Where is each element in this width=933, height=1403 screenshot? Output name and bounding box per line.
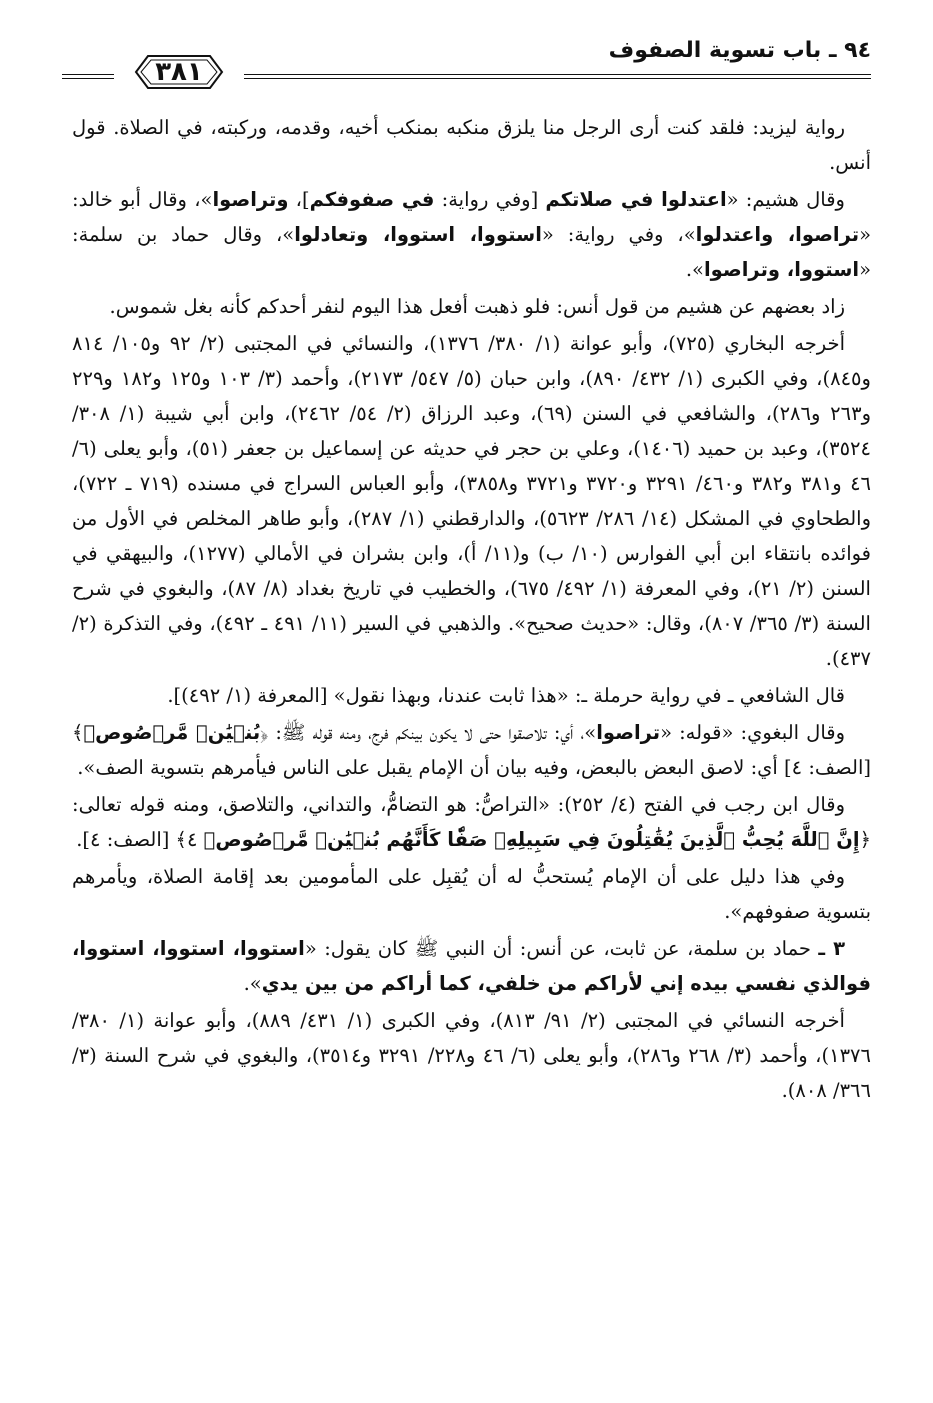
paragraph-5: [72, 678, 871, 713]
paragraph-7: [72, 787, 871, 857]
text-run: ».: [243, 972, 262, 995]
quran-run: إِنَّ ٱللَّهَ يُحِبُّ ٱلَّذِينَ يُقَٰتِلُونَ فِي سَبِيلِهِۦ صَفّٗا كَأَنَّهُم بُنۡيَٰنٞ مَّرۡصُوصٞ: [203, 828, 860, 851]
text-run: »، وفي رواية: «: [541, 223, 696, 246]
page-number-ornament: [114, 50, 244, 94]
paragraph-2: [72, 182, 871, 287]
page-body: [72, 110, 871, 1110]
bold-run: وتراصوا: [212, 188, 289, 211]
text-run: »، وقال أبو خالد: «: [72, 188, 872, 246]
bold-run: استووا، استووا، استووا، فوالذي نفسي بيده إني لأراكم من خلفي، كما أراكم من بين يدي: [72, 937, 871, 995]
paragraph-4-takhrij: [72, 326, 871, 676]
text-run: ﴾ [الصف: ٤] أي: لاصق البعض بالبعض، وفيه بيان أن الإمام يقبل على الناس فيأمرهم بتسوية الصف».: [72, 721, 871, 779]
paragraph-6: [72, 715, 871, 785]
text-run: »، أي: تلاصقوا حتى لا يكون بينكم فرج، ومنه قوله ﷺ: ﴿: [260, 721, 597, 744]
text-run: حماد بن سلمة، عن ثابت، عن أنس: أن النبي ﷺ كان يقول: «: [304, 937, 819, 960]
text-run: وقال البغوي: «قوله: «: [660, 721, 845, 744]
text-run: ]،: [288, 188, 310, 211]
paragraph-text: أخرجه البخاري (٧٢٥)، وأبو عوانة (١/ ٣٨٠/ ١٣٧٦)، والنسائي في المجتبى (٢/ ٩٢ و١٠٥/ ٨١٤ و٨٤٥)، وفي الكبرى (١/ ٤٣٢/ ٨٩٠)، وابن حبان (٥/ ٥٤٧/ ٢١٧٣)، وأحمد (٣/ ١٠٣ و١٢٥ و١٨٢ و٢٢٩ و٢٦٣ و٢٨٦)، والشافعي في السنن (٦٩)، وعبد الرزاق (٢/ ٥٤/ ٢٤٦٢)، وابن أبي شيبة (١/ ٣٠٨/ ٣٥٢٤)، وعبد بن حميد (١٤٠٦)، وعلي بن حجر في حديثه عن إسماعيل بن جعفر (٥١)، وأبو يعلى (٦/ ٤٦ و٣٨١ و٣٨٢ و٤٦٠/ ٣٢٩١ و٣٧٢٠ و٣٧٢١ و٣٨٥٨)، وأبو العباس السراج في مسنده (٧١٩ ـ ٧٢٢)، والطحاوي في المشكل (١٤/ ٢٨٦/ ٥٦٢٣)، والدارقطني (١/ ٢٨٧)، وأبو طاهر المخلص في الأول من فوائده بانتقاء ابن أبي الفوارس (١٠/ ب) و(١١/ أ)، وابن بشران في الأمالي (١٢٧٧)، والبيهقي في السنن (٢/ ٢١)، وفي المعرفة (١/ ٤٩٢/ ٦٧٥)، والخطيب في تاريخ بغداد (٨/ ٨٧)، والبغوي في شرح السنة (٣/ ٣٦٥/ ٨٠٧)، وقال: «حديث صحيح». والذهبي في السير (١١/ ٤٩١ ـ ٤٩٢)، وفي التذكرة (٢/ ٤٣٧).: [72, 332, 872, 670]
page-number: ٣٨١: [155, 57, 203, 87]
bold-run: استووا، استووا، وتعادلوا: [294, 223, 542, 246]
text-run: وقال هشيم: «: [726, 188, 845, 211]
paragraph-text: أخرجه النسائي في المجتبى (٢/ ٩١/ ٨١٣)، وفي الكبرى (١/ ٤٣١/ ٨٨٩)، وأبو عوانة (١/ ٣٨٠/ ١٣٧٦)، وأحمد (٣/ ٢٦٨ و٢٨٦)، وأبو يعلى (٦/ ٤٦ و٢٢٨/ ٣٢٩١ و٣٥١٤)، والبغوي في شرح السنة (٣/ ٣٦٦/ ٨٠٨).: [72, 1009, 871, 1102]
bold-run: في صفوفكم: [309, 188, 435, 211]
chapter-title: ٩٤ ـ باب تسوية الصفوف: [608, 38, 871, 63]
paragraph-8: [72, 859, 871, 929]
bold-run: اعتدلوا في صلاتكم: [545, 188, 727, 211]
paragraph-text: وفي هذا دليل على أن الإمام يُستحبُّ له أن يُقبِل على المأمومين بعد إقامة الصلاة، ويأمرهم بتسوية صفوفهم».: [72, 865, 871, 923]
text-run: وقال ابن رجب في الفتح (٤/ ٢٥٢): «التراصُّ: هو التضامُّ، والتداني، والتلاصق، ومنه قوله تعالى: ﴿: [72, 793, 871, 851]
text-run: ٤﴾ [الصف: ٤].: [76, 828, 204, 851]
text-run: »، وقال حماد بن سلمة: «: [72, 223, 871, 281]
paragraph-10-takhrij: [72, 1003, 871, 1108]
paragraph-3: [72, 289, 871, 324]
text-run: [وفي رواية:: [434, 188, 546, 211]
bold-run: تراصوا، واعتدلوا: [695, 223, 860, 246]
paragraph-text: رواية ليزيد: فلقد كنت أرى الرجل منا يلزق منكبه بمنكب أخيه، وقدمه، وركبته، في الصلاة. قول أنس.: [72, 116, 871, 174]
paragraph-text: زاد بعضهم عن هشيم من قول أنس: فلو ذهبت أفعل هذا اليوم لنفر أحدكم كأنه بغل شموس.: [109, 295, 845, 318]
hadith-number: ٣ ـ: [818, 937, 845, 960]
quran-run: بُنۡيَٰنٞ مَّرۡصُوصٞ: [83, 721, 261, 744]
bold-run: استووا، وتراصوا: [704, 258, 860, 281]
paragraph-1: [72, 110, 871, 180]
page-header: [62, 36, 871, 92]
paragraph-text: قال الشافعي ـ في رواية حرملة ـ: «هذا ثابت عندنا، وبهذا نقول» [المعرفة (١/ ٤٩٢)].: [167, 684, 845, 707]
hadith-3: [72, 931, 871, 1001]
text-run: ».: [685, 258, 704, 281]
bold-run: تراصوا: [596, 721, 661, 744]
